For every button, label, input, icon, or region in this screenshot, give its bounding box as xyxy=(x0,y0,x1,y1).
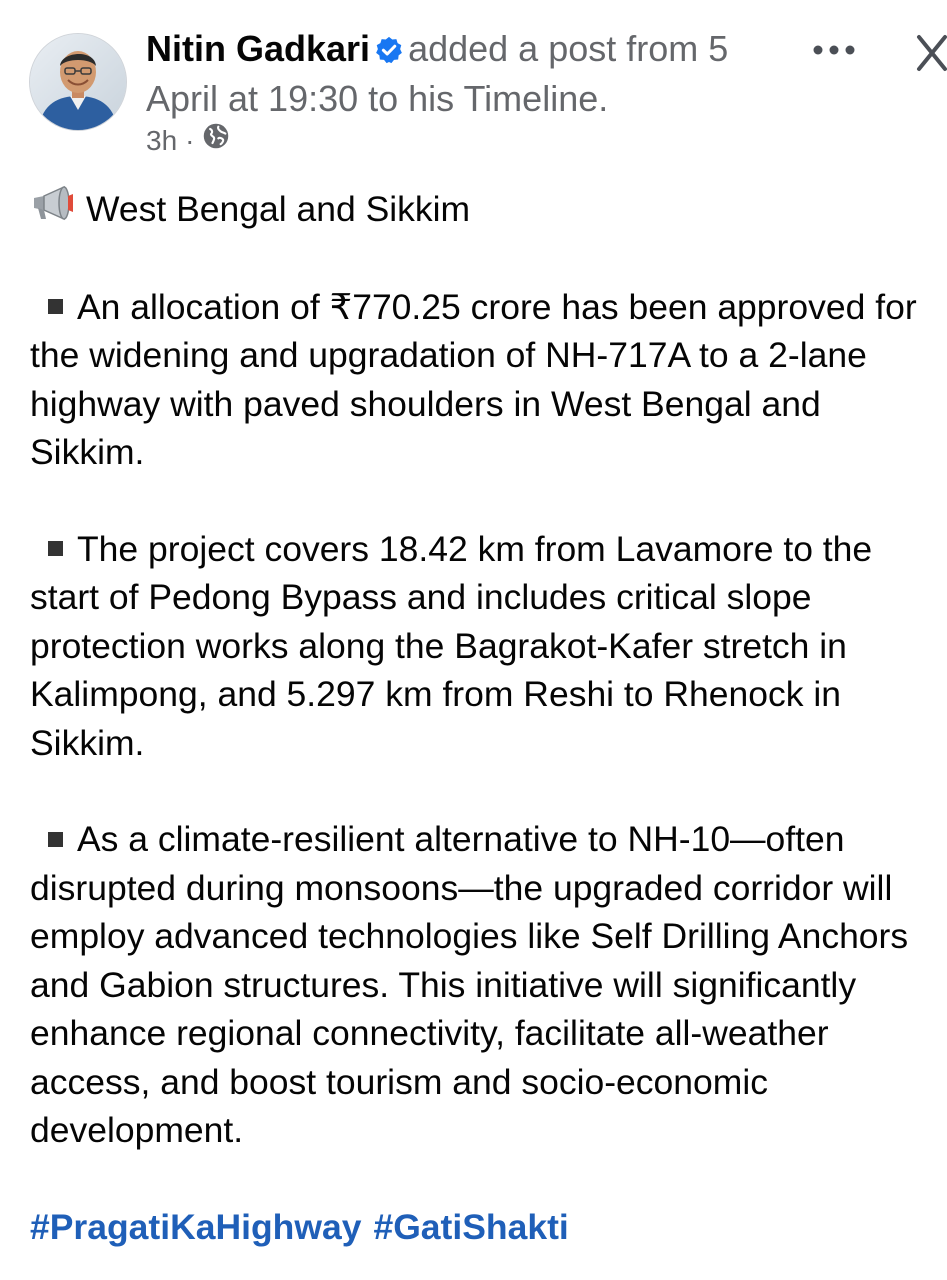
paragraph-text: An allocation of ₹770.25 crore has been approved for the widening and upgradation of NH-717A to a 2-lane highway with paved shoulders in West Bengal and Sikkim. xyxy=(30,286,917,472)
more-options-icon xyxy=(810,44,858,56)
post-paragraph-1 xyxy=(30,283,940,477)
post-header xyxy=(0,0,947,170)
headline-text: West Bengal and Sikkim xyxy=(86,189,471,229)
post-headline xyxy=(30,184,940,235)
close-icon xyxy=(915,33,947,73)
author-name[interactable]: Nitin Gadkari xyxy=(146,28,371,69)
meta-separator: · xyxy=(185,124,195,156)
verified-badge-icon xyxy=(374,30,404,76)
post-body xyxy=(30,184,940,1251)
globe-icon[interactable] xyxy=(202,122,230,159)
bullet-square-icon xyxy=(48,541,63,556)
hashtag-link[interactable]: #GatiShakti xyxy=(373,1206,569,1247)
post-action-text: added a post from 5 April at 19:30 to his Timeline. xyxy=(146,28,729,119)
post-header-text xyxy=(146,26,786,122)
bullet-square-icon xyxy=(48,832,63,847)
paragraph-text: The project covers 18.42 km from Lavamore to the start of Pedong Bypass and includes critical slope protection works along the Bagrakot-Kafer stretch in Kalimpong, and 5.297 km from Reshi to Rhenock in Sikkim. xyxy=(30,528,873,763)
hashtags xyxy=(30,1203,940,1252)
post-time[interactable]: 3h xyxy=(146,124,178,156)
post-paragraph-2 xyxy=(30,525,940,768)
avatar-photo xyxy=(30,34,126,130)
avatar[interactable] xyxy=(29,33,127,131)
hashtag-link[interactable]: #PragatiKaHighway xyxy=(30,1206,362,1247)
bullet-square-icon xyxy=(48,299,63,314)
post-meta xyxy=(146,122,230,159)
close-button[interactable] xyxy=(912,30,947,76)
more-options-button[interactable] xyxy=(806,30,862,70)
paragraph-text: As a climate-resilient alternative to NH-10—often disrupted during monsoons—the upgraded corridor will employ advanced technologies like Self Drilling Anchors and Gabion structures. This initiative will significantly enhance regional connectivity, facilitate all-weather access, and boost tourism and socio-economic development. xyxy=(30,819,909,1150)
megaphone-icon xyxy=(30,184,74,235)
post-paragraph-3 xyxy=(30,815,940,1155)
